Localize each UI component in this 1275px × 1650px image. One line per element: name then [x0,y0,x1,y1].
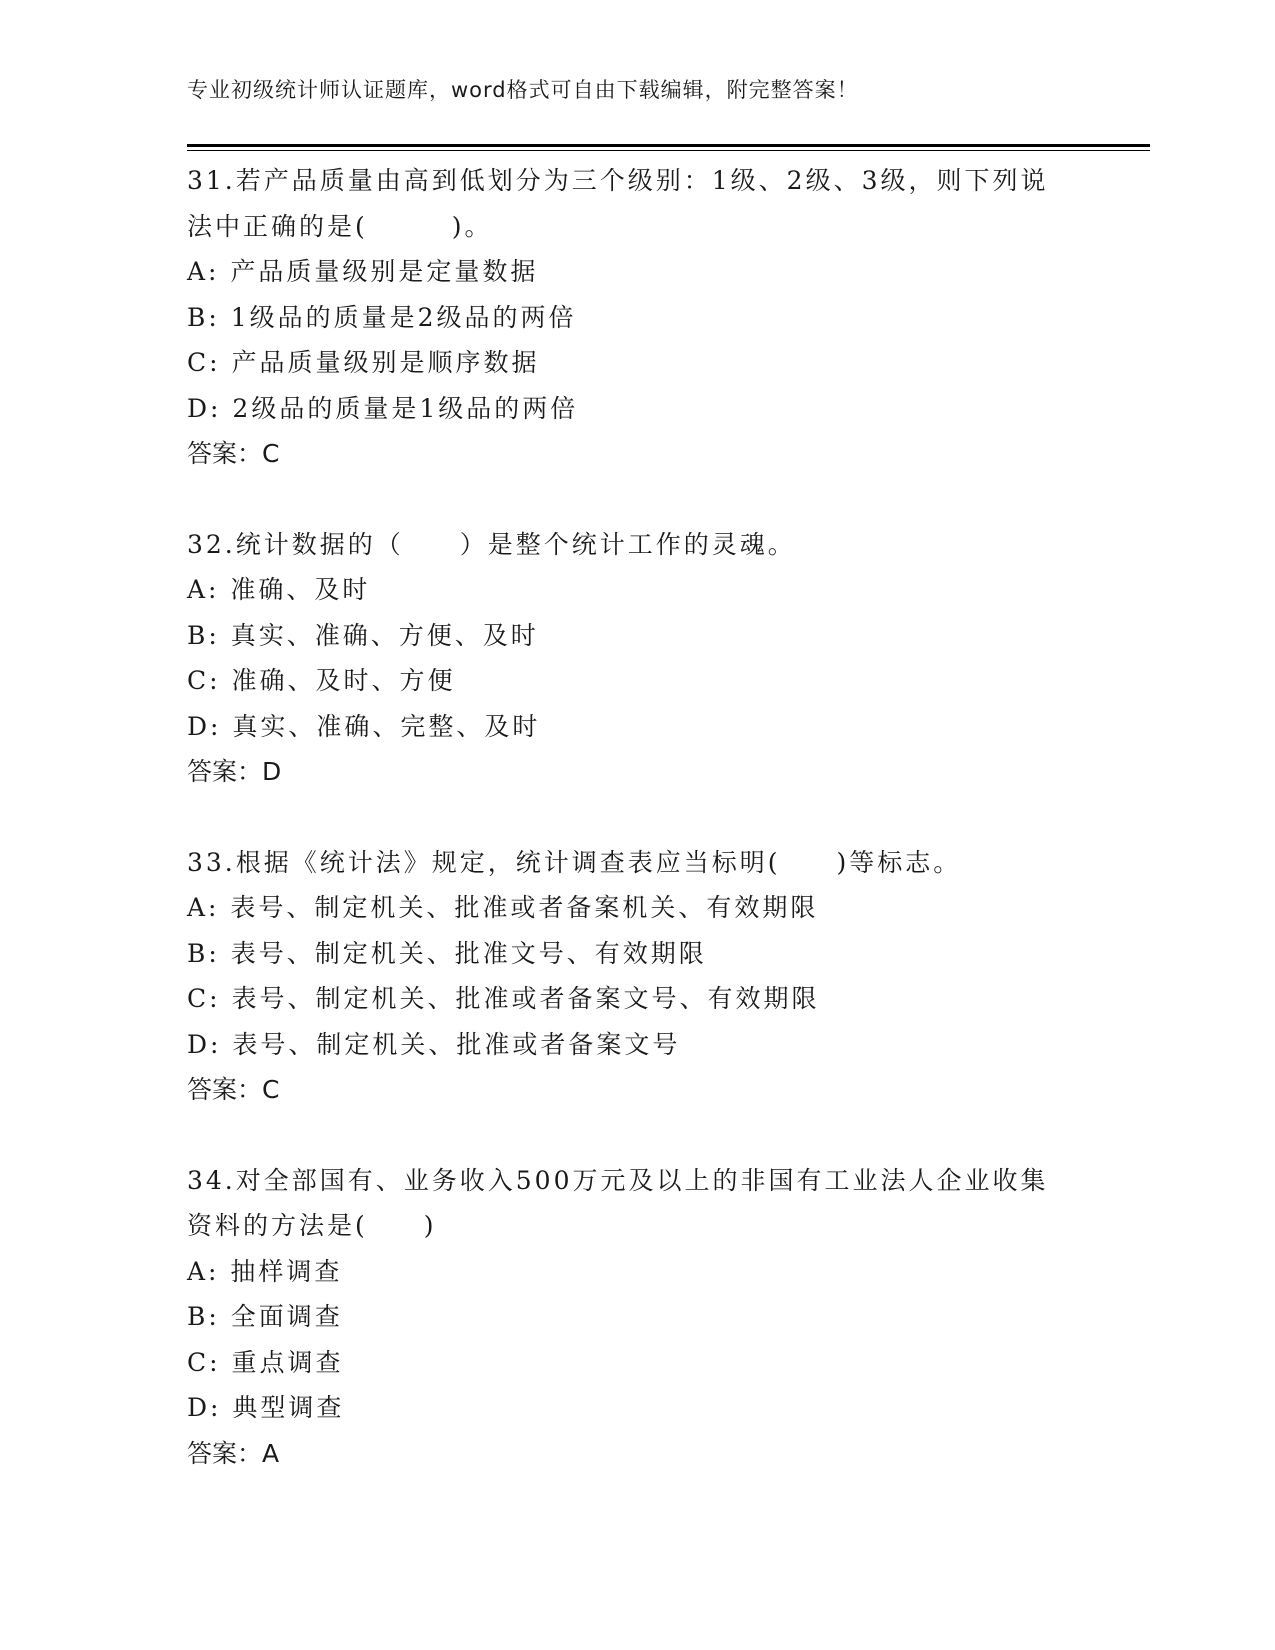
option-d: D: 2级品的质量是1级品的两倍 [187,393,579,423]
option-a: A: 表号、制定机关、批准或者备案机关、有效期限 [187,893,819,922]
answer-line: 答案：C [187,1075,280,1104]
answer-line: 答案：C [187,439,280,468]
option-c: C: 准确、及时、方便 [187,666,456,695]
option-c: C: 重点调查 [187,1347,344,1377]
question-32 [187,522,1107,795]
question-list [187,158,1107,1521]
question-stem-line: 资料的方法是( ) [187,1211,437,1240]
option-b: B: 全面调查 [187,1302,343,1331]
question-34 [187,1158,1107,1477]
option-c: C: 产品质量级别是顺序数据 [187,348,540,377]
option-d: D: 表号、制定机关、批准或者备案文号 [187,1029,681,1059]
question-stem-line: 31.若产品质量由高到低划分为三个级别：1级、2级、3级，则下列说 [187,166,1049,195]
answer-line: 答案：A [187,1438,280,1468]
question-stem-line: 34.对全部国有、业务收入500万元及以上的非国有工业法人企业收集 [187,1165,1049,1195]
option-b: B: 真实、准确、方便、及时 [187,620,539,650]
option-d: D: 真实、准确、完整、及时 [187,711,541,741]
question-33 [187,840,1107,1113]
option-b: B: 1级品的质量是2级品的两倍 [187,302,577,332]
page-header: 专业初级统计师认证题库，word格式可自由下载编辑，附完整答案！ [187,78,859,102]
question-stem-line: 法中正确的是( )。 [187,211,493,241]
option-a: A: 准确、及时 [187,575,371,604]
question-31 [187,158,1107,477]
option-d: D: 典型调查 [187,1393,345,1422]
option-a: A: 产品质量级别是定量数据 [187,257,539,286]
option-c: C: 表号、制定机关、批准或者备案文号、有效期限 [187,984,820,1013]
header-rule-thick [187,144,1150,147]
question-stem-line: 32.统计数据的（ ）是整个统计工作的灵魂。 [187,529,796,559]
answer-line: 答案：D [187,757,282,786]
question-stem-line: 33.根据《统计法》规定，统计调查表应当标明( )等标志。 [187,847,962,877]
option-a: A: 抽样调查 [187,1256,343,1286]
header-rule-thin [187,150,1150,151]
option-b: B: 表号、制定机关、批准文号、有效期限 [187,938,707,968]
